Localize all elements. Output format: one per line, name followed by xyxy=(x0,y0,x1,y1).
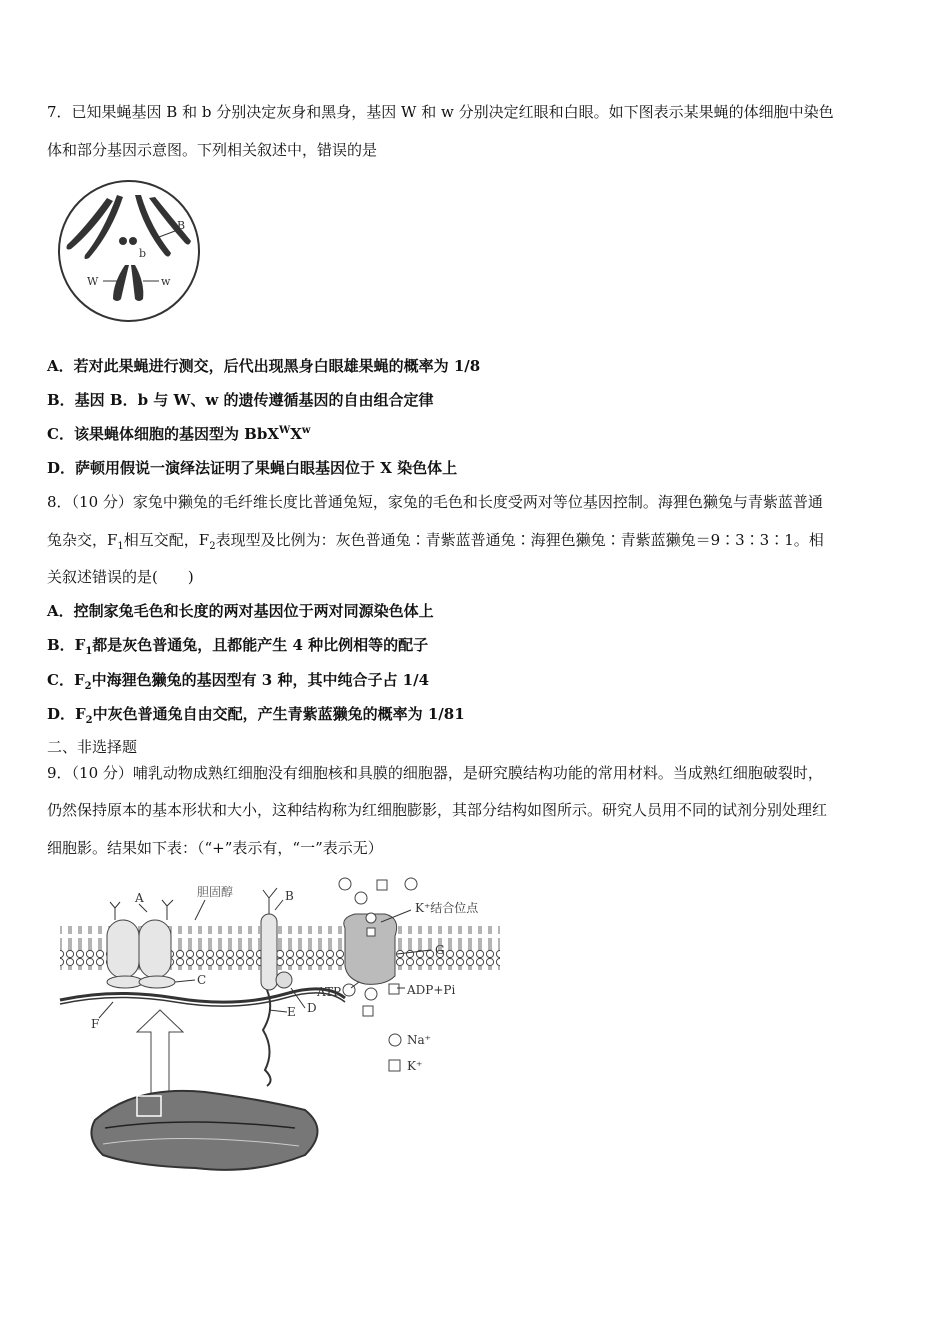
q7-chromosome-figure xyxy=(55,173,205,328)
q9-label-F: F xyxy=(91,1017,100,1031)
q9-label-A: A xyxy=(135,891,144,905)
q9-label-G: G xyxy=(435,943,445,957)
q9-label-D: D xyxy=(307,1001,317,1015)
q8-stem-line1: 8．（10 分）家兔中獭兔的毛纤维长度比普通兔短，家兔的毛色和长度受两对等位基因控制。海狸色獭兔与青紫蓝普通 xyxy=(47,493,823,511)
q7-label-w: w xyxy=(161,275,171,288)
q7-option-c: C．该果蝇体细胞的基因型为 $BbX^WX^w$ xyxy=(47,425,311,443)
q8-stem-line3: 关叙述错误的是( ) xyxy=(47,568,194,586)
q8-option-c: C．$F_2$中海狸色獭兔的基因型有 3 种，其中纯合子占 1/4 xyxy=(47,671,430,692)
q9-label-C: C xyxy=(197,973,207,987)
q7-label-b: b xyxy=(139,247,147,260)
q8-option-a: A．控制家兔毛色和长度的两对基因位于两对同源染色体上 xyxy=(47,602,434,620)
q9-legend-k: K⁺ xyxy=(407,1059,423,1073)
section2-title: 二、非选择题 xyxy=(47,738,138,756)
q9-stem-line1: 9．（10 分）哺乳动物成熟红细胞没有细胞核和具膜的细胞器，是研究膜结构功能的常用材料。当成熟红细胞破裂时， xyxy=(47,764,823,782)
q9-legend-na: Na⁺ xyxy=(407,1033,431,1047)
q7-stem-line2: 体和部分基因示意图。下列相关叙述中，错误的是 xyxy=(47,141,378,159)
q7-label-W: W xyxy=(87,275,99,288)
q8-option-b: B．$F_1$都是灰色普通兔，且都能产生 4 种比例相等的配子 xyxy=(47,636,429,657)
q8-option-d: D．$F_2$中灰色普通兔自由交配，产生青紫蓝獭兔的概率为 1/81 xyxy=(47,705,465,726)
q7-label-B: B xyxy=(177,219,186,232)
q8-stem-line2: 兔杂交，$F_1$相互交配，$F_2$表现型及比例为：灰色普通兔∶青紫蓝普通兔∶海狸色獭兔∶青紫蓝獭兔＝9∶3∶3∶1。相 xyxy=(47,531,824,552)
q7-option-d: D．萨顿用假说一演绎法证明了果蝇白眼基因位于 X 染色体上 xyxy=(47,459,458,477)
q9-label-ATP: ATP xyxy=(317,985,342,999)
q9-label-B: B xyxy=(285,889,294,903)
q9-stem-line2: 仍然保持原本的基本形状和大小，这种结构称为红细胞膨影，其部分结构如图所示。研究人员用不同的试剂分别处理红 xyxy=(47,801,828,819)
q9-label-ADP: ADP+Pi xyxy=(407,983,456,997)
q9-membrane-figure xyxy=(55,870,515,1185)
q9-label-cholesterol: 胆固醇 xyxy=(197,885,234,899)
q7-option-b: B．基因 B．b 与 W、w 的遗传遵循基因的自由组合定律 xyxy=(47,391,434,409)
q9-stem-line3: 细胞影。结果如下表：（“+”表示有，“一”表示无） xyxy=(47,839,383,857)
q9-label-k-site: K⁺结合位点 xyxy=(415,901,479,915)
q7-option-a: A．若对此果蝇进行测交，后代出现黑身白眼雄果蝇的概率为 1/8 xyxy=(47,357,481,375)
q7-stem-line1: 7．已知果蝇基因 B 和 b 分别决定灰身和黑身，基因 W 和 w 分别决定红眼和白眼。如下图表示某果蝇的体细胞中染色 xyxy=(47,103,834,121)
q9-label-E: E xyxy=(287,1005,296,1019)
